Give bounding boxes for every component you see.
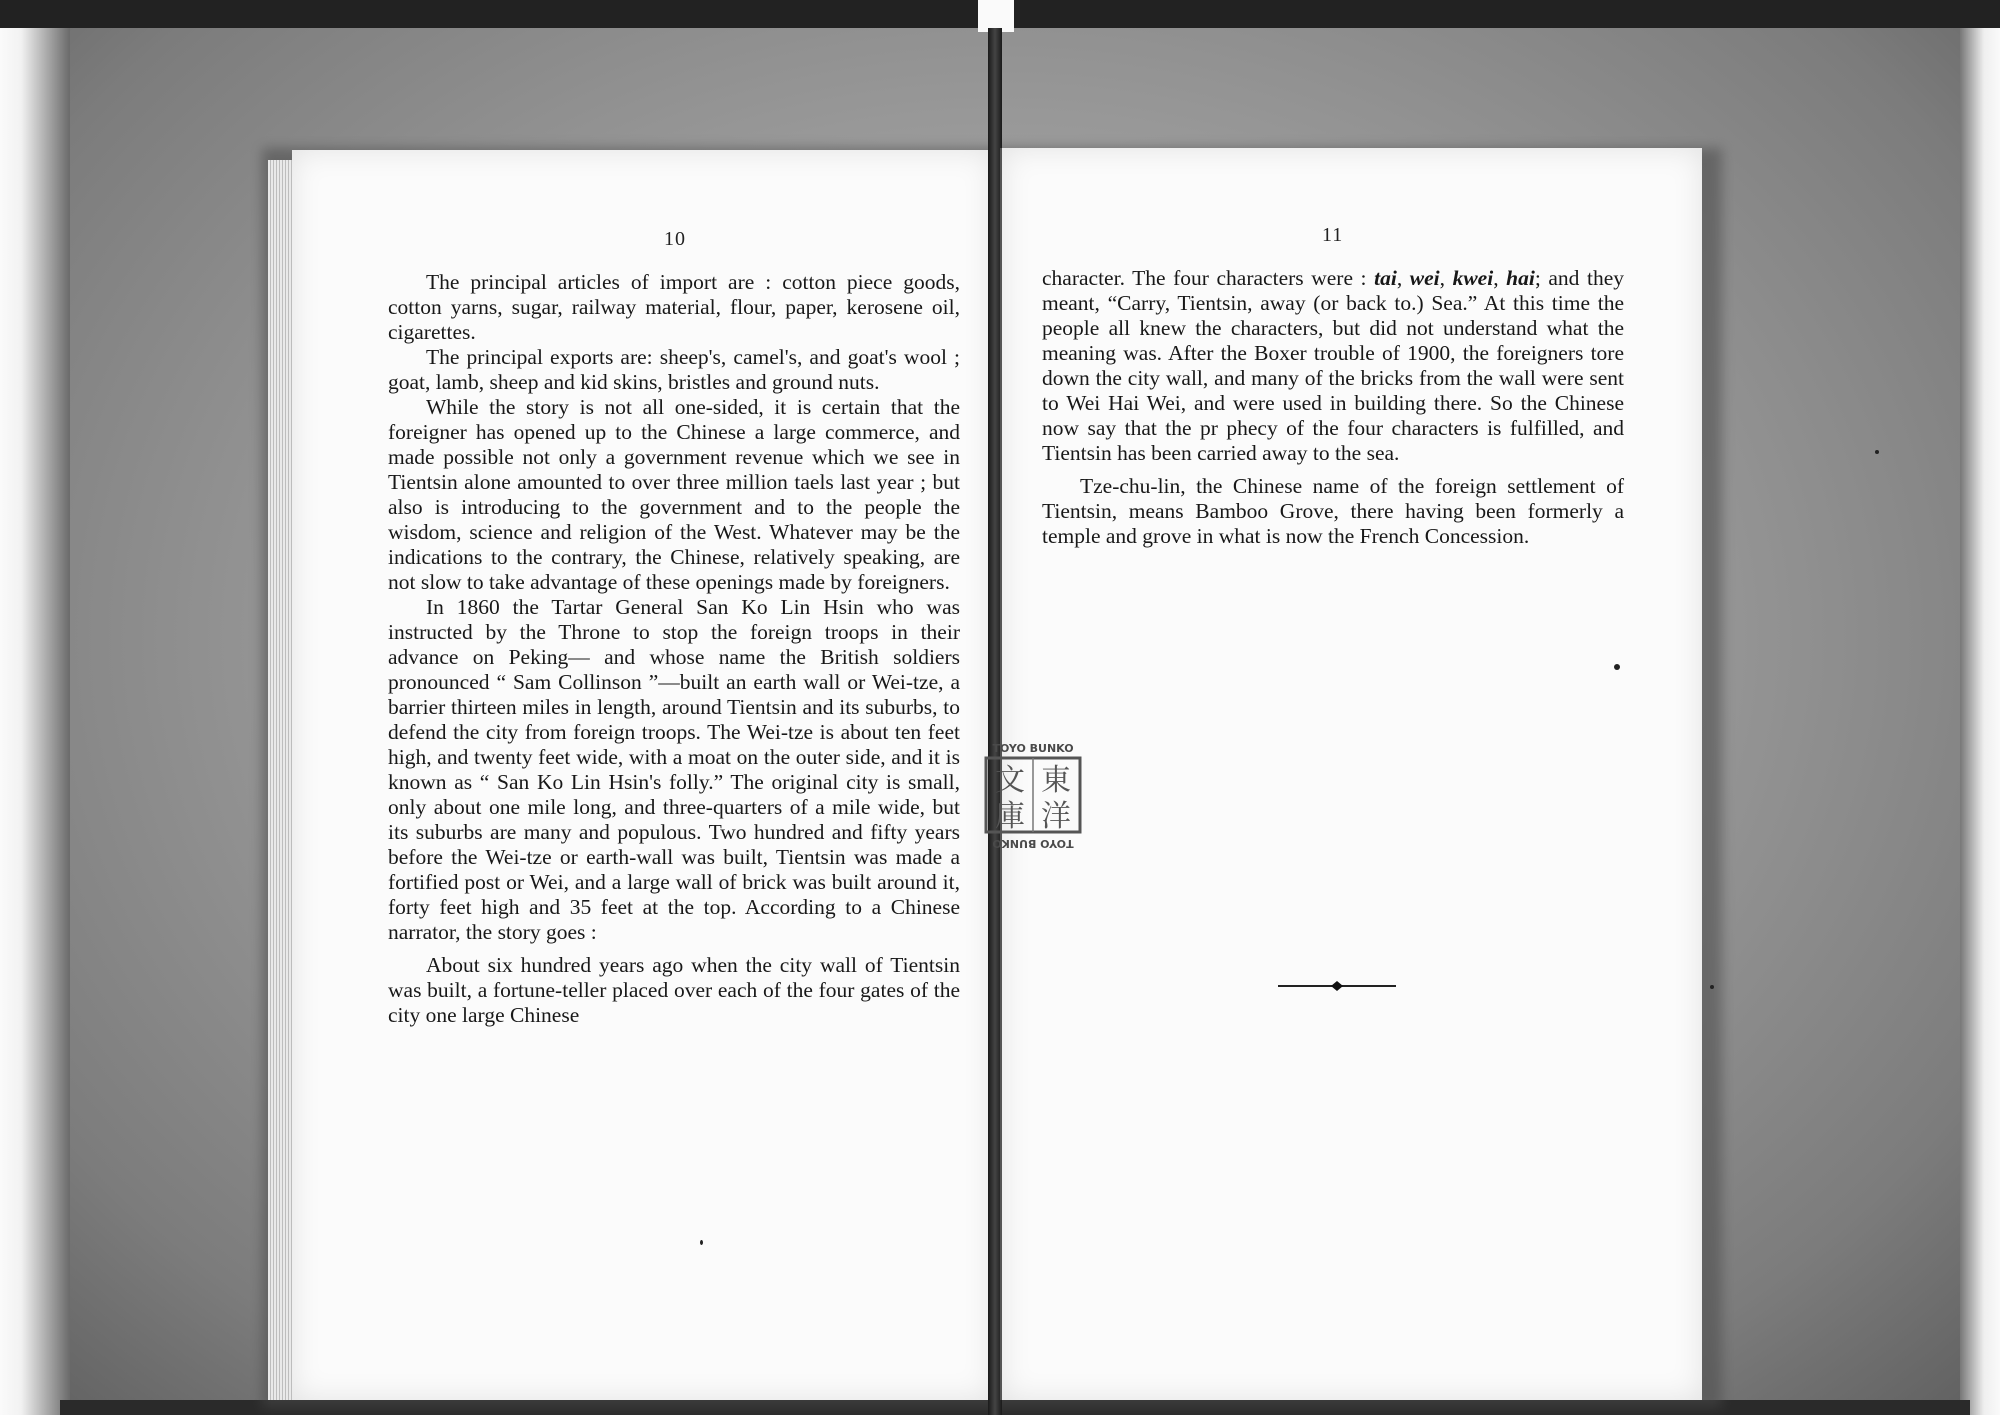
right-page (1000, 148, 1702, 1400)
word-hai: hai (1506, 266, 1535, 290)
paragraph-fortune-teller: About six hundred years ago when the city wall of Tientsin was built, a fortune-teller placed over each of the four gates of the city one large Chinese (388, 953, 960, 1027)
scan-speck (700, 1240, 703, 1245)
stamp-top-text: TOYO BUNKO (992, 742, 1074, 755)
paragraph-characters-start: character. The four characters were : (1042, 266, 1375, 290)
toyo-bunko-stamp (980, 740, 1086, 852)
left-page (292, 150, 994, 1400)
scan-edge-left (0, 0, 70, 1415)
paragraph-exports: The principal exports are: sheep's, camel's, and goat's wool ; goat, lamb, sheep and kid skins, bristles and ground nuts. (388, 345, 960, 394)
stamp-char-4: 庫 (995, 799, 1025, 834)
word-kwei: kwei (1452, 266, 1494, 290)
page-number-left: 10 (664, 228, 686, 250)
scan-speck (1875, 450, 1879, 454)
word-tai: tai (1374, 266, 1397, 290)
stamp-bottom-text: TOYO BUNKO (992, 837, 1074, 850)
paragraph-tze-chu-lin: Tze-chu-lin, the Chinese name of the foreign settlement of Tientsin, means Bamboo Grove, there having been formerly a temple and grove in what is now the French Concession. (1042, 474, 1624, 548)
scan-edge-right (1960, 0, 2000, 1415)
paragraph-1860: In 1860 the Tartar General San Ko Lin Hsin who was instructed by the Throne to stop the foreign troops in their advance on Peking— and whose name the British soldiers pronounced “ Sam Collinson ”—built an earth wall or Wei-tze, a barrier thirteen miles in length, around Tientsin and its suburbs, to defend the city from foreign troops. The Wei-tze is about ten feet high, and twenty feet wide, with a moat on the outer side, and it is known as “ San Ko Lin Hsin's folly.” The original city is small, only about one mile long, and three-quarters of a mile wide, but its suburbs are many and populous. Two hundred and fifty years before the Wei-tze or earth-wall was built, Tientsin was made a fortified post or Wei, and a large wall of brick was built around it, forty feet high and 35 feet at the top. According to a Chinese narrator, the story goes : (388, 595, 960, 944)
stamp-char-2: 洋 (1041, 799, 1071, 834)
ornamental-rule (1278, 980, 1396, 992)
paragraph-characters: character. The four characters were : tai, wei, kwei, hai; and they meant, “Carry, Tientsin, away (or back to.) Sea.” At this time the people all knew the characters, but did not understand what the meaning was. After the Boxer trouble of 1900, the foreigners tore down the city wall, and many of the bricks from the wall were sent to Wei Hai Wei, and were used in building there. So the Chinese now say that the pr phecy of the four characters is fulfilled, and Tientsin has been carried away to the sea. (1042, 266, 1625, 465)
left-page-text (388, 270, 960, 1028)
paragraph-imports: The principal articles of import are : cotton piece goods, cotton yarns, sugar, railway material, flour, paper, kerosene oil, cigarettes. (388, 270, 960, 344)
stamp-char-1: 東 (1041, 763, 1071, 798)
stamp-char-3: 文 (995, 763, 1025, 798)
word-wei: wei (1409, 266, 1440, 290)
right-page-text (1042, 266, 1624, 549)
page-number-right: 11 (1322, 224, 1344, 246)
scan-speck (1710, 985, 1714, 989)
paragraph-commerce: While the story is not all one-sided, it is certain that the foreigner has opened up to the Chinese a large commerce, and made possible not only a government revenue which we see in Tientsin alone amounted to over three million taels last year ; but also is introducing to the government and to the people the wisdom, science and religion of the West. Whatever may be the indications to the contrary, the Chinese, relatively speaking, are not slow to take advantage of these openings made by foreigners. (388, 395, 960, 594)
scan-speck (1614, 664, 1620, 670)
paragraph-characters-rest: ; and they meant, “Carry, Tientsin, away (or back to.) Sea.” At this time the people all knew the characters, but did not understand what the meaning was. After the Boxer trouble of 1900, the foreigners tore down the city wall, and many of the bricks from the wall were sent to Wei Hai Wei, and were used in building there. So the Chinese now say that the pr phecy of the four characters is fulfilled, and Tientsin has been carried away to the sea. (1042, 266, 1625, 465)
